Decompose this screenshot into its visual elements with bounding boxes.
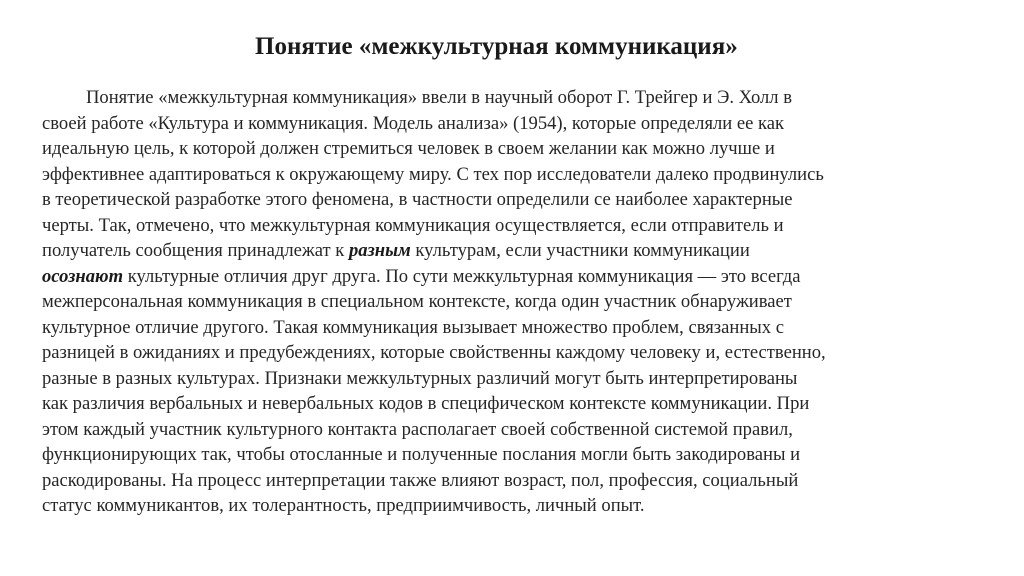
slide-title: Понятие «межкультурная коммуникация» xyxy=(255,33,738,60)
text-line: функционирующих так, чтобы отосланные и полученные послания могли быть закодированы и xyxy=(42,444,801,465)
text-line: идеальную цель, к которой должен стремиться человек в своем желании как можно лучше и xyxy=(42,138,775,159)
text-line xyxy=(42,238,927,264)
emphasized-word: разным xyxy=(348,240,411,261)
text-line: раскодированы. На процесс интерпретации также влияют возраст, пол, профессия, социальный xyxy=(42,469,799,491)
text-line: разные в разных культурах. Признаки межкультурных различий могут быть интерпретированы xyxy=(42,367,798,389)
text-line: статус коммуникантов, их толерантность, предприимчивость, личный опыт. xyxy=(42,495,645,516)
text-segment: получатель сообщения принадлежат к xyxy=(42,240,349,261)
text-line: межперсональная коммуникация в специальном контексте, когда один участник обнаруживает xyxy=(42,291,792,312)
text-line: разницей в ожиданиях и предубеждениях, которые свойственны каждому человеку и, естественно, xyxy=(42,342,826,363)
text-line: как различия вербальных и невербальных кодов в специфическом контексте коммуникации. При xyxy=(42,393,810,414)
text-line: своей работе «Культура и коммуникация. Модель анализа» (1954), которые определяли ее как xyxy=(42,112,785,134)
text-line: Понятие «межкультурная коммуникация» ввели в научный оборот Г. Трейгер и Э. Холл в xyxy=(86,87,792,108)
text-line: этом каждый участник культурного контакта располагает своей собственной системой правил, xyxy=(42,418,793,440)
text-segment: культурные отличия друг друга. По сути межкультурная коммуникация — это всегда xyxy=(123,265,801,287)
text-line: эффективнее адаптироваться к окружающему миру. С тех пор исследователи далеко продвинулись xyxy=(42,163,824,185)
emphasized-word: осознают xyxy=(42,265,124,287)
text-line xyxy=(42,264,927,290)
text-segment: культурам, если участники коммуникации xyxy=(410,240,750,261)
body-paragraph xyxy=(42,85,927,519)
text-line: черты. Так, отмечено, что межкультурная коммуникация осуществляется, если отправитель и xyxy=(42,214,784,236)
text-line: в теоретической разработке этого феномена, в частности определили се наиболее характерные xyxy=(42,189,793,210)
text-line: культурное отличие другого. Такая коммуникация вызывает множество проблем, связанных с xyxy=(42,316,784,338)
